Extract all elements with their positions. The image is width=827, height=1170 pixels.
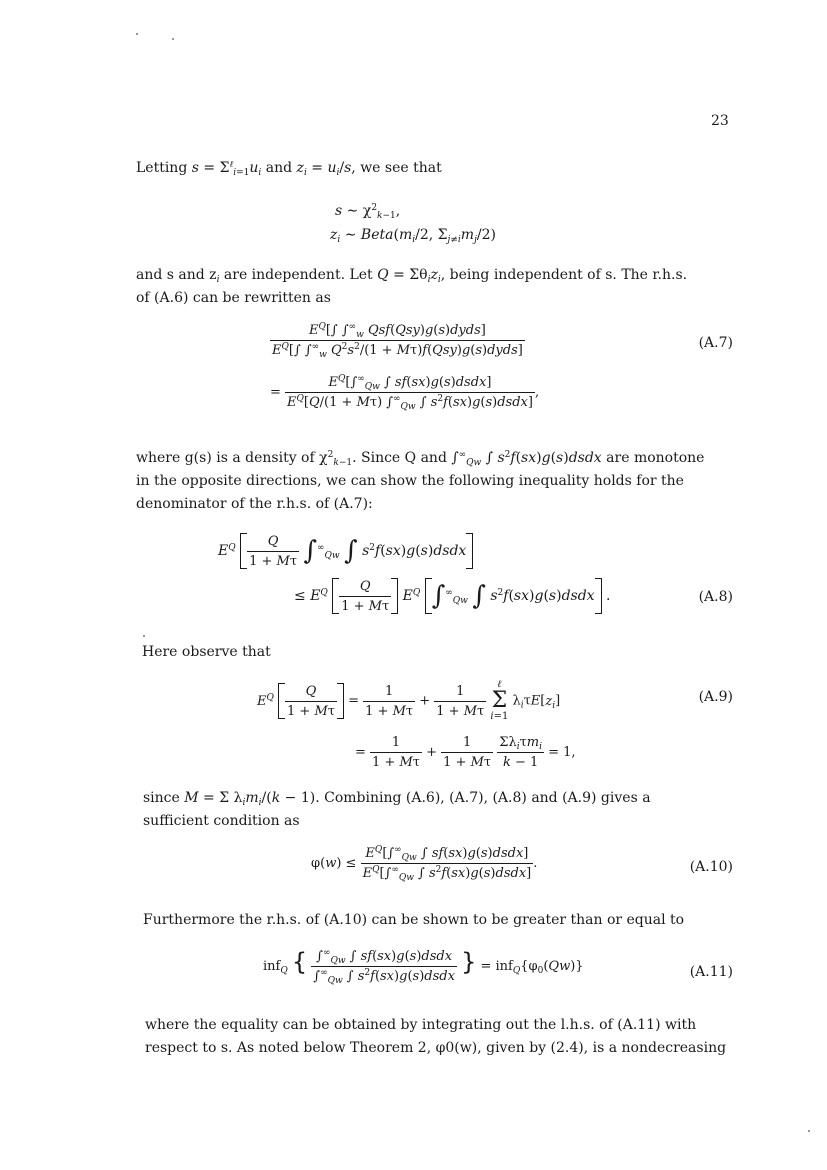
equation-number-a7: (A.7)	[698, 335, 733, 351]
paragraph-density: where g(s) is a density of $\chi^2_{k-1}$. Since Q and $\int^\infty_{Qw}$ ∫ $s^2f(sx)g(s)dsdx$ are monotone	[136, 450, 705, 468]
scan-speck	[808, 1130, 810, 1132]
equation-z-beta: $z_i$ ∼ $Beta(m_i/2$, $\Sigma_{j\ne i}m_j/2$)	[330, 227, 496, 245]
paragraph-opposite: in the opposite directions, we can show the following inequality holds for the	[136, 473, 684, 489]
scan-speck	[143, 635, 145, 637]
equation-a9-line2: = $\frac{1}{1 + M\tau}$ + $\frac{1}{1 + M\tau}$ $\frac{\Sigma\lambda_i\tau m_i}{k - 1}$ = 1,	[355, 735, 576, 770]
equation-a10: φ(w) ≤ $\frac{E^Q[\int^\infty_{Qw} \int sf(sx)g(s)dsdx]}{E^Q[\int^\infty_{Qw} \int s^2f(sx)g(s)dsdx]}$ .	[311, 845, 538, 883]
equation-number-a11: (A.11)	[689, 964, 733, 980]
scan-speck	[136, 33, 138, 35]
paragraph-equality: where the equality can be obtained by integrating out the l.h.s. of (A.11) with	[145, 1017, 697, 1033]
equation-a8-line2: ≤ $E^Q$ $\frac{Q}{1 + M\tau}$ $E^Q$ $\int^\infty_{Qw}$ ∫ $s^2f(sx)g(s)dsdx$ .	[294, 578, 611, 614]
paragraph-furthermore: Furthermore the r.h.s. of (A.10) can be shown to be greater than or equal to	[143, 912, 685, 928]
paragraph-denominator: denominator of the r.h.s. of (A.7):	[136, 496, 373, 512]
equation-a9-line1: $E^Q$ $\frac{Q}{1 + M\tau}$ = $\frac{1}{1 + M\tau}$ + $\frac{1}{1 + M\tau}$ ℓ Σ i=1 $\lambda_i\tau E[z_i]$	[257, 679, 561, 722]
paragraph-letting: Letting $s = \Sigma^\ell_{i=1}u_i$ and $z_i = u_i/s$, we see that	[136, 160, 442, 178]
equation-number-a8: (A.8)	[698, 589, 733, 605]
equation-a8-line1: $E^Q$ $\frac{Q}{1 + M\tau}$ $\int^\infty_{Qw}$ ∫ $s^2f(sx)g(s)dsdx$	[218, 533, 473, 569]
equation-number-a9: (A.9)	[698, 689, 733, 705]
paragraph-since: since M = Σ $\lambda_im_i/(k - 1)$. Combining (A.6), (A.7), (A.8) and (A.9) gives a	[143, 790, 651, 808]
equation-s-chi: s ∼ $\chi^2_{k-1}$,	[335, 203, 401, 221]
paragraph-here-observe: Here observe that	[142, 644, 271, 660]
paragraph-rewritten: of (A.6) can be rewritten as	[136, 290, 331, 306]
paragraph-respect: respect to s. As noted below Theorem 2, φ0(w), given by (2.4), is a nondecreasing	[145, 1040, 727, 1056]
paragraph-sufficient: sufficient condition as	[143, 813, 300, 829]
equation-a7-line2: = $\frac{E^Q[\int^\infty_{Qw} \int sf(sx)g(s)dsdx]}{E^Q[Q/(1 + M\tau) \int^\infty_{Qw} \int s^2f(sx)g(s)dsdx]}$ ,	[270, 374, 540, 412]
equation-number-a10: (A.10)	[689, 859, 733, 875]
equation-a7-line1: $\frac{E^Q[\int \int^\infty_w Qsf(Qsy)g(s)dyds]}{E^Q[\int \int^\infty_w Q^2s^2/(1 + M\tau)f(Qsy)g(s)dyds]}$	[272, 322, 523, 360]
equation-a11: inf$_Q$ { $\frac{\int^\infty_{Qw} \int sf(sx)g(s)dsdx}{\int^\infty_{Qw} \int s^2f(sx)g(s)dsdx}$ } = $inf_Q\{\varphi_0(Qw)\}$	[263, 948, 584, 986]
scan-speck	[172, 38, 174, 40]
page-number: 23	[711, 113, 729, 129]
paragraph-independent: and s and $z_i$ are independent. Let $Q = \Sigma\theta_iz_i$, being independent of s. The r.h.s.	[136, 267, 688, 285]
